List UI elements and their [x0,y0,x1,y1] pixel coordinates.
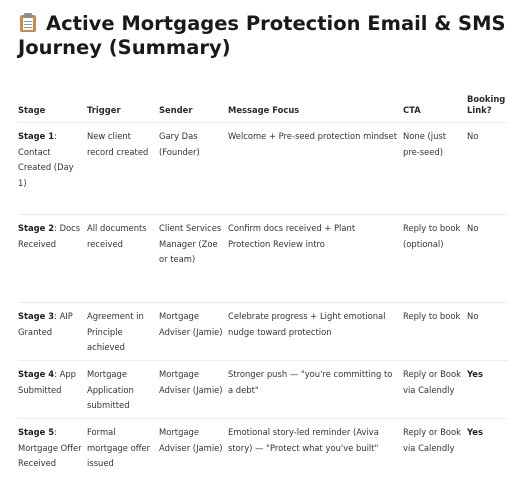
stage-name: App Submitted [18,369,76,395]
stage-label: Stage 4 [18,369,55,379]
journey-table [18,94,508,485]
stage-cell: Stage 5: Mortgage Offer Received [18,419,87,485]
column-header-stage: Stage [18,105,46,115]
column-header-trigger: Trigger [87,105,121,115]
sender-cell: Mortgage Adviser (Jamie) [159,419,228,485]
message-focus-cell: Confirm docs received + Plant Protection Review intro [228,215,403,303]
stage-name: Contact Created (Day 1) [18,146,74,188]
table-row [18,123,508,215]
message-focus-cell: Celebrate progress + Light emotional nudge toward protection [228,303,403,361]
table-row [18,419,508,485]
booking-link-cell: No [467,303,508,361]
message-focus-cell: Stronger push — "you're committing to a debt" [228,361,403,419]
sender-cell: Gary Das (Founder) [159,123,228,215]
message-focus-cell: Welcome + Pre-seed protection mindset [228,123,403,215]
booking-link-cell: Yes [467,361,508,419]
trigger-cell: Agreement in Principle achieved [87,303,159,361]
trigger-cell: Formal mortgage offer issued [87,419,159,485]
clipboard-icon [20,13,36,32]
page-title-text: Active Mortgages Protection Email & SMS Journey (Summary) [18,12,506,59]
cta-cell: Reply to book (optional) [403,215,467,303]
booking-link-cell: Yes [467,419,508,485]
stage-name: Docs Received [18,223,81,249]
stage-name: AIP Granted [18,311,73,337]
stage-label: Stage 5 [18,427,55,437]
stage-label: Stage 1 [18,131,55,141]
trigger-cell: Mortgage Application submitted [87,361,159,419]
booking-link-cell: No [467,215,508,303]
stage-cell: Stage 3: AIP Granted [18,303,87,361]
column-header-booking-link: Booking Link? [467,94,506,115]
column-header-message-focus: Message Focus [228,105,300,115]
table-row [18,215,508,303]
trigger-cell: New client record created [87,123,159,215]
cta-cell: Reply or Book via Calendly [403,419,467,485]
stage-label: Stage 2 [18,223,55,233]
sender-cell: Mortgage Adviser (Jamie) [159,303,228,361]
table-row [18,361,508,419]
stage-cell: Stage 4: App Submitted [18,361,87,419]
sender-cell: Client Services Manager (Zoe or team) [159,215,228,303]
stage-cell: Stage 2: Docs Received [18,215,87,303]
stage-label: Stage 3 [18,311,55,321]
trigger-cell: All documents received [87,215,159,303]
table-header-row [18,94,508,123]
cta-cell: None (just pre-seed) [403,123,467,215]
column-header-sender: Sender [159,105,193,115]
page-title [18,12,508,60]
cta-cell: Reply or Book via Calendly [403,361,467,419]
sender-cell: Mortgage Adviser (Jamie) [159,361,228,419]
message-focus-cell: Emotional story-led reminder (Aviva story) — "Protect what you've built" [228,419,403,485]
column-header-cta: CTA [403,105,421,115]
booking-link-cell: No [467,123,508,215]
cta-cell: Reply to book [403,303,467,361]
stage-cell: Stage 1: Contact Created (Day 1) [18,123,87,215]
table-row [18,303,508,361]
stage-name: Mortgage Offer Received [18,442,82,468]
